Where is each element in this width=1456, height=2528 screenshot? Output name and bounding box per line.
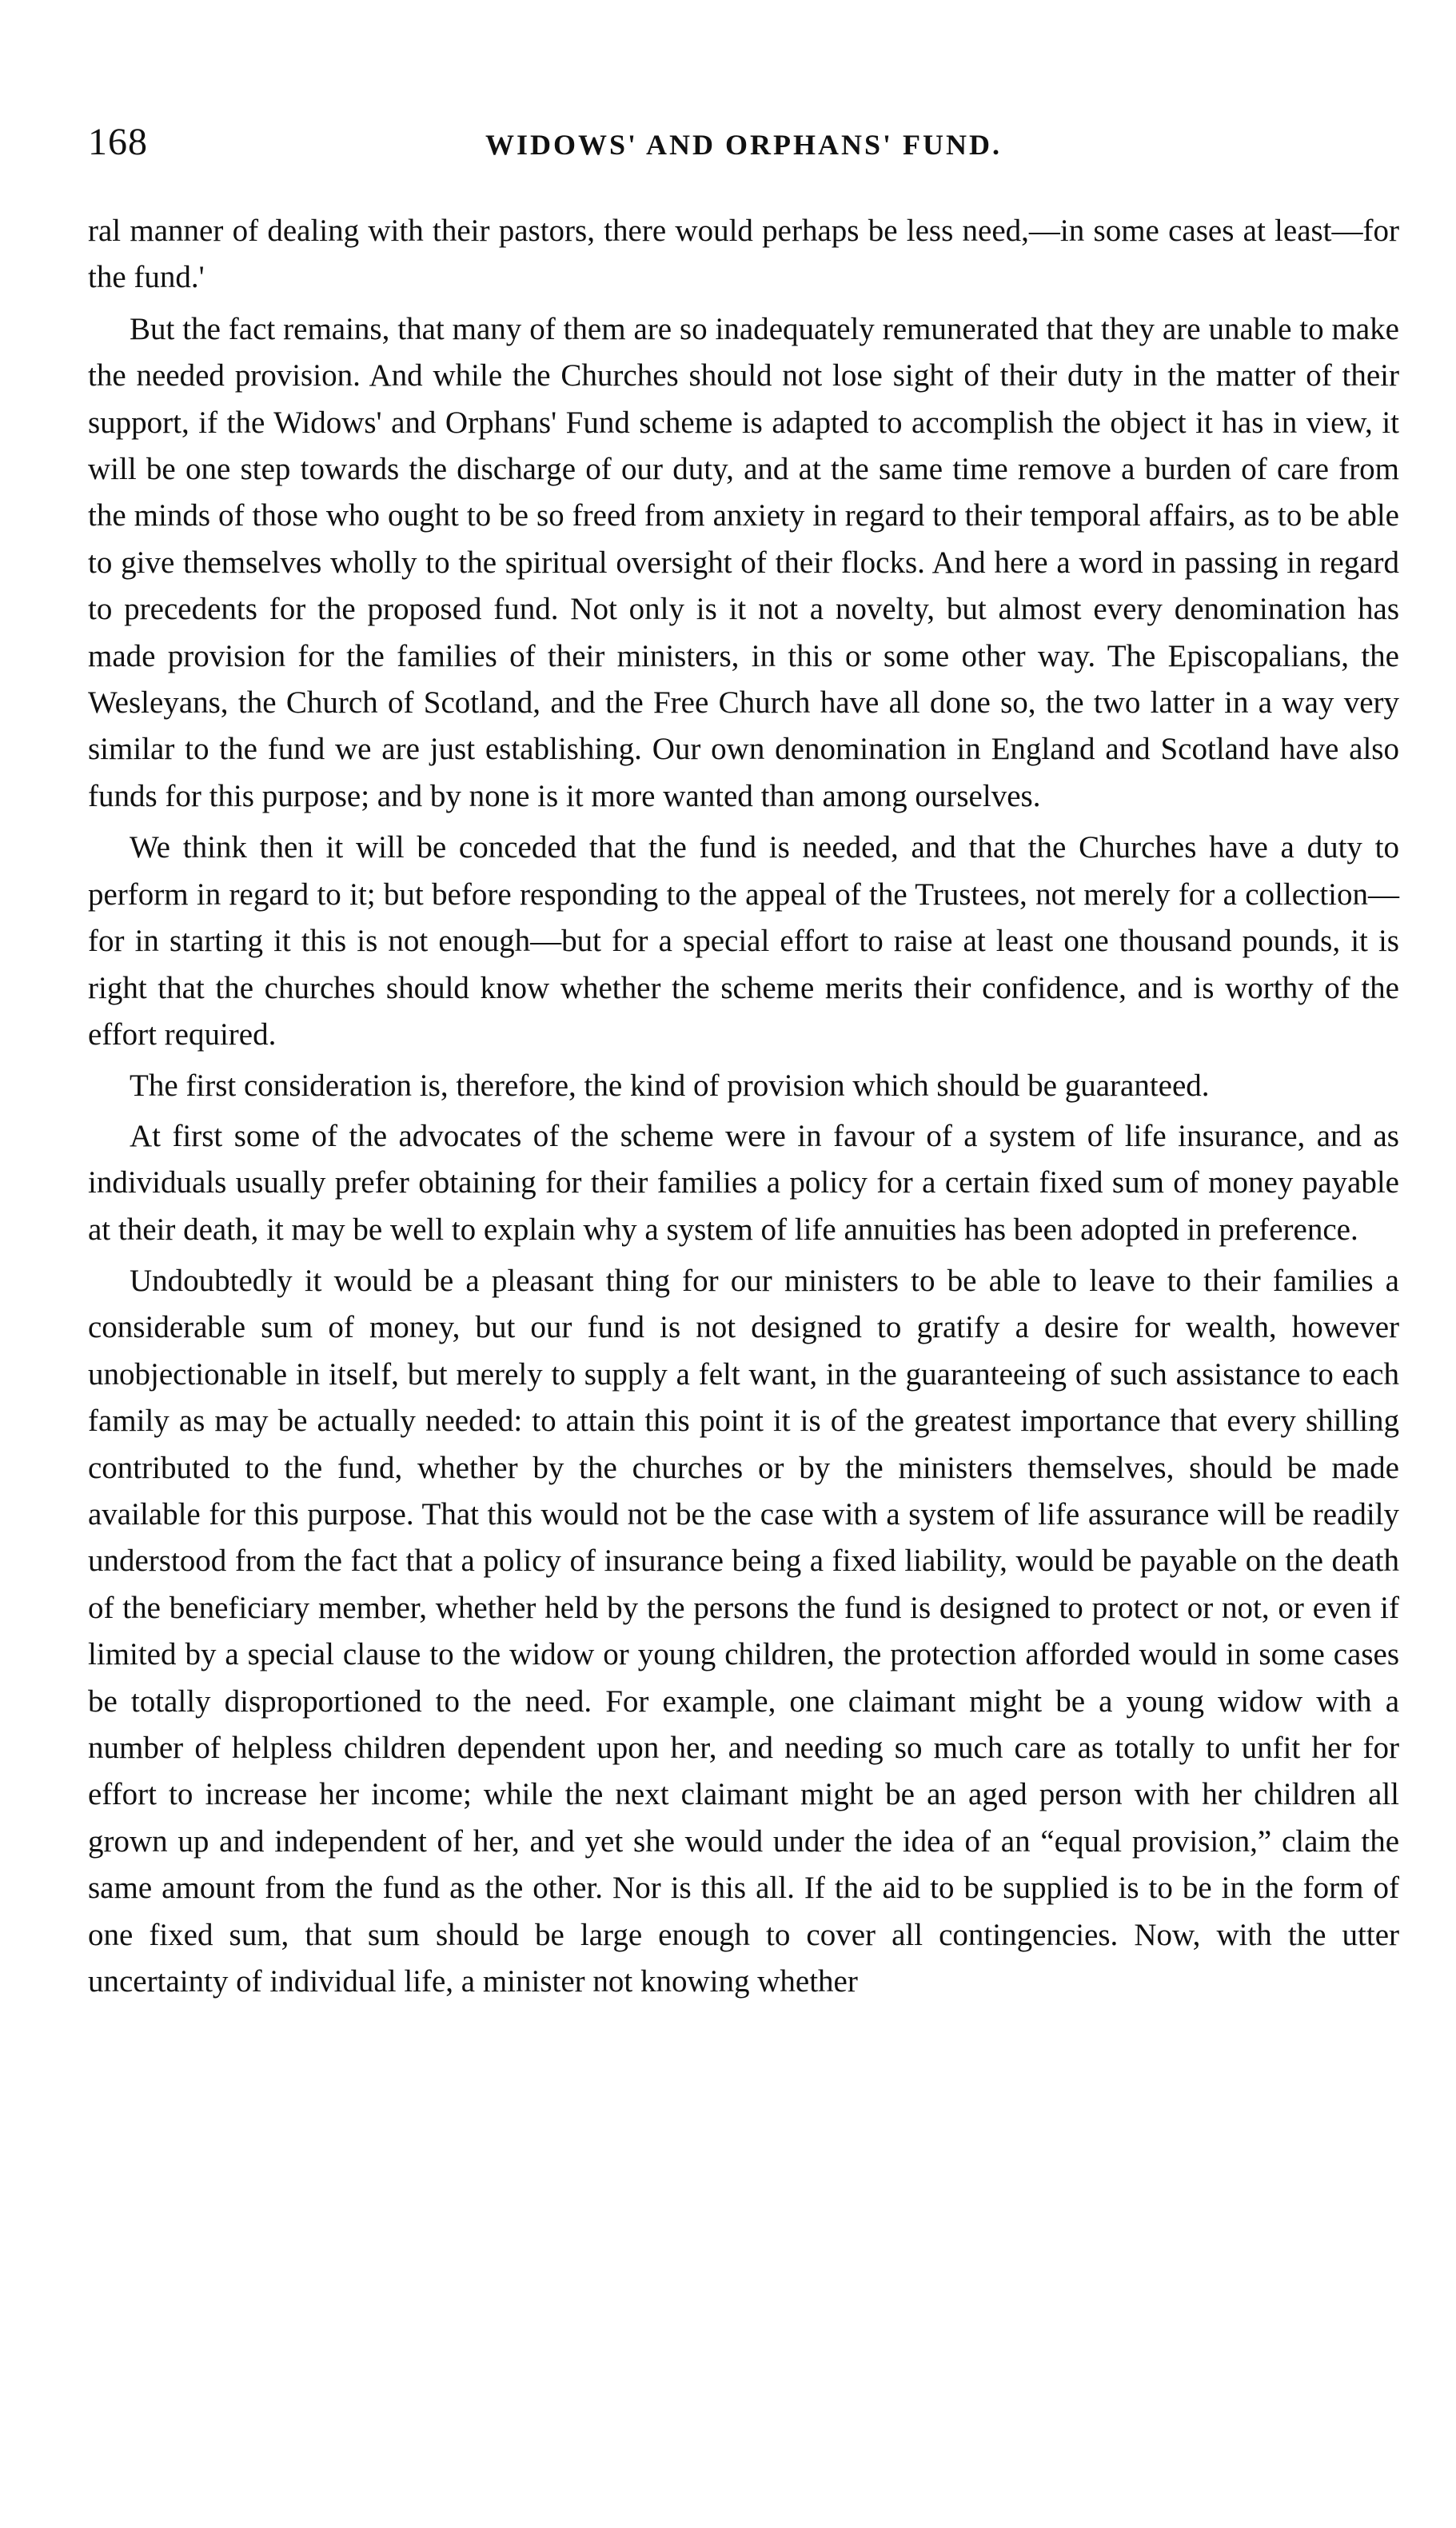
paragraph-continuation: ral manner of dealing with their pastors, there would perhaps be less need,—in some cases at least—for the fund.' bbox=[88, 214, 1399, 295]
paragraph-remuneration: But the fact remains, that many of them are so inadequately remunerated that they are unable to make the needed provision. And while the Churches should not lose sight of their duty in the matter of their support, if the Widows' and Orphans' Fund scheme is adapted to accomplish the object it has in view, it will be one step towards the discharge of our duty, and at the same time remove a burden of care from the minds of those who ought to be so freed from anxiety in regard to their temporal affairs, as to be able to give themselves wholly to the spiritual oversight of their flocks. And here a word in passing in regard to precedents for the proposed fund. Not only is it not a novelty, but almost every denomination has made provision for the families of their ministers, in this or some other way. The Episcopalians, the Wesleyans, the Church of Scotland, and the Free Church have all done so, the two latter in a way very similar to the fund we are just establishing. Our own denomination in England and Scotland have also funds for this purpose; and by none is it more wanted than among ourselves. bbox=[88, 311, 1399, 813]
running-head bbox=[88, 120, 1399, 184]
body-text bbox=[88, 208, 1399, 2005]
page-number: 168 bbox=[88, 121, 148, 163]
paragraph-life-annuities: Undoubtedly it would be a pleasant thing for our ministers to be able to leave to their families a considerable sum of money, but our fund is not designed to gratify a desire for wealth, however unobjectionable in itself, but merely to supply a felt want, in the guaranteeing of such assistance to each family as may be actually needed: to attain this point it is of the greatest importance that every shilling contributed to the fund, whether by the churches or by the ministers themselves, should be made available for this purpose. That this would not be the case with a system of life assurance will be readily understood from the fact that a policy of insurance being a fixed liability, would be payable on the death of the beneficiary member, whether held by the persons the fund is designed to protect or not, or even if limited by a special clause to the widow or young children, the protection afforded would in some cases be totally disproportioned to the need. For example, one claimant might be a young widow with a number of helpless children dependent upon her, and needing so much care as totally to unfit her for effort to increase her income; while the next claimant might be an aged person with her children all grown up and independent of her, and yet she would under the idea of an “equal provision,” claim the same amount from the fund as the other. Nor is this all. If the aid to be supplied is to be in the form of one fixed sum, that sum should be large enough to cover all contingencies. Now, with the utter uncertainty of individual life, a minister not knowing whether bbox=[88, 1263, 1399, 1999]
paragraph-first-consideration: The first consideration is, therefore, the kind of provision which should be guaranteed. bbox=[130, 1068, 1210, 1104]
paragraph-life-insurance: At first some of the advocates of the scheme were in favour of a system of life insurance, and as individuals usually prefer obtaining for their families a policy for a certain fixed sum of money payable at their death, it may be well to explain why a system of life annuities has been adopted in preference. bbox=[88, 1118, 1399, 1247]
running-title: WIDOWS' AND ORPHANS' FUND. bbox=[485, 129, 1003, 161]
paragraph-fund-needed: We think then it will be conceded that the fund is needed, and that the Churches have a duty to perform in regard to it; but before responding to the appeal of the Trustees, not merely for a collection—for in starting it this is not enough—but for a special effort to raise at least one thousand pounds, it is right that the churches should know whether the scheme merits their confidence, and is worthy of the effort required. bbox=[88, 830, 1399, 1052]
book-page bbox=[88, 120, 1399, 2010]
